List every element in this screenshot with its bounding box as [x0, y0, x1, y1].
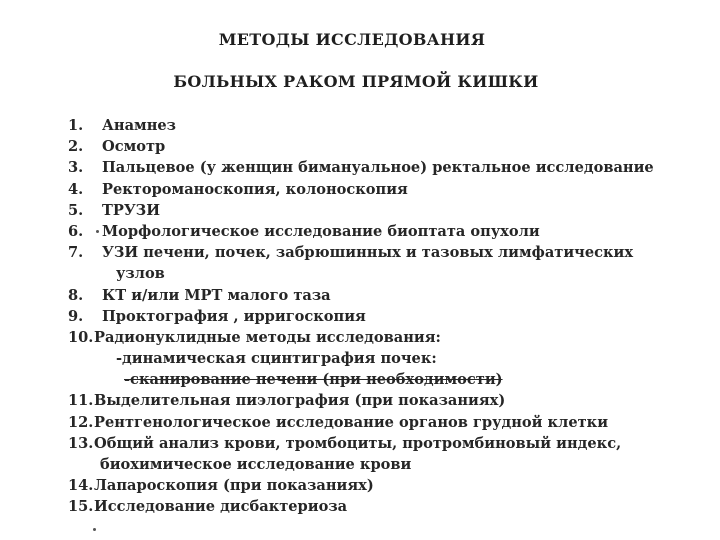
- scan-speck: [93, 528, 96, 531]
- item-number: 13.: [68, 434, 94, 452]
- list-item: [68, 327, 708, 348]
- list-item: [68, 412, 708, 433]
- list-item: [68, 390, 708, 411]
- item-text: Радионуклидные методы исследования:: [94, 328, 441, 346]
- methods-list: [68, 115, 708, 518]
- list-item: [68, 285, 708, 306]
- list-item: [68, 496, 708, 517]
- list-item: [68, 433, 708, 454]
- list-item: [68, 475, 708, 496]
- item-text: Морфологическое исследование биоптата опухоли: [102, 222, 540, 240]
- list-item: [68, 157, 708, 178]
- list-subitem: [68, 348, 708, 369]
- document-title: МЕТОДЫ ИССЛЕДОВАНИЯ: [218, 30, 486, 49]
- item-number: 7.: [68, 244, 84, 262]
- list-item: [68, 242, 708, 263]
- item-text: УЗИ печени, почек, забрюшинных и тазовых лимфатических: [102, 244, 634, 262]
- item-number: 9.: [68, 307, 84, 325]
- item-text: Исследование дисбактериоза: [94, 498, 348, 516]
- list-subitem: [68, 369, 708, 390]
- list-item: [68, 136, 708, 157]
- list-item: [68, 179, 708, 200]
- item-text: ТРУЗИ: [102, 201, 160, 219]
- list-item: [68, 221, 708, 242]
- list-item-continuation: [68, 454, 708, 475]
- item-text: Осмотр: [102, 138, 166, 156]
- item-number: 5.: [68, 201, 84, 219]
- item-text: узлов: [116, 265, 165, 283]
- item-text: КТ и/или МРТ малого таза: [102, 286, 331, 304]
- item-number: 2.: [68, 138, 84, 156]
- list-item: [68, 115, 708, 136]
- item-text: Лапароскопия (при показаниях): [94, 477, 374, 495]
- item-text: Пальцевое (у женщин бимануальное) ректальное исследование: [102, 159, 654, 177]
- item-number: 11.: [68, 392, 94, 410]
- item-number: 8.: [68, 286, 84, 304]
- item-number: 14.: [68, 477, 94, 495]
- item-text: Общий анализ крови, тромбоциты, протромбиновый индекс,: [94, 434, 622, 452]
- item-text: биохимическое исследование крови: [100, 456, 412, 473]
- item-number: 6.: [68, 222, 84, 240]
- subitem-text: -сканирование печени (при необходимости): [124, 371, 503, 389]
- subitem-text: -динамическая сцинтиграфия почек:: [116, 350, 437, 368]
- scan-speck: [96, 230, 99, 233]
- item-number: 3.: [68, 159, 84, 177]
- item-text: Анамнез: [102, 117, 176, 134]
- item-number: 10.: [68, 328, 94, 346]
- item-number: 12.: [68, 413, 94, 431]
- item-text: Рентгенологическое исследование органов грудной клетки: [94, 413, 609, 431]
- item-number: 15.: [68, 498, 94, 516]
- item-number: 1.: [68, 117, 84, 134]
- list-item: [68, 306, 708, 327]
- item-text: Проктография , ирригоскопия: [102, 307, 366, 325]
- document-subtitle: БОЛЬНЫХ РАКОМ ПРЯМОЙ КИШКИ: [173, 72, 539, 91]
- item-text: Выделительная пиэлография (при показаниях): [94, 392, 506, 410]
- list-item-continuation: [68, 263, 708, 284]
- list-item: [68, 200, 708, 221]
- item-number: 4.: [68, 180, 84, 198]
- item-text: Ректороманоскопия, колоноскопия: [102, 180, 408, 198]
